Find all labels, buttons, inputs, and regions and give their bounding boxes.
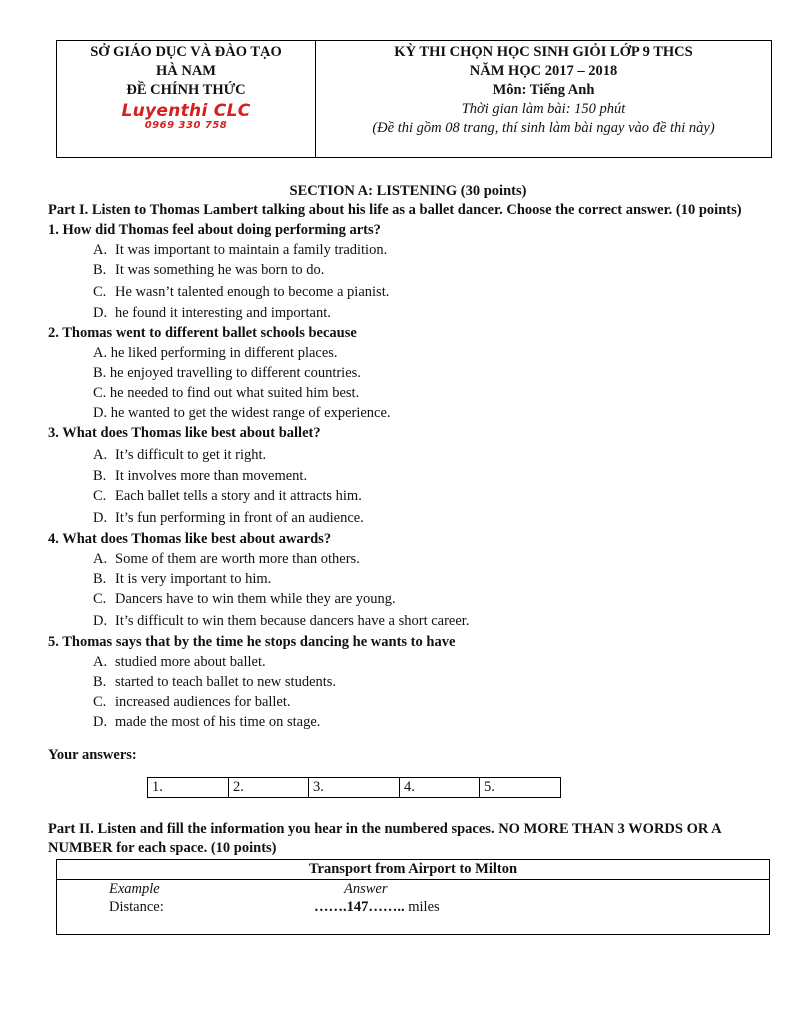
transport-table xyxy=(56,859,770,935)
option-2a: A. he liked performing in different places. xyxy=(93,345,338,361)
header-left-cell xyxy=(57,41,316,158)
exam-note: (Đề thi gồm 08 trang, thí sinh làm bài ngay vào đề thi này) xyxy=(372,120,715,136)
answer-label: Answer xyxy=(344,881,388,897)
subject: Môn: Tiếng Anh xyxy=(492,82,595,98)
option-5a: A. studied more about ballet. xyxy=(93,654,266,670)
option-4c: C. Dancers have to win them while they are young. xyxy=(93,591,396,607)
department-name: SỞ GIÁO DỤC VÀ ĐÀO TẠO xyxy=(90,44,282,60)
option-3b: B. It involves more than movement. xyxy=(93,468,308,484)
option-5d: D. made the most of his time on stage. xyxy=(93,714,321,730)
watermark-phone: 0969 330 758 xyxy=(144,120,228,131)
example-label: Example xyxy=(109,881,160,897)
option-3d: D. It’s fun performing in front of an audience. xyxy=(93,510,364,526)
school-year: NĂM HỌC 2017 – 2018 xyxy=(469,63,618,79)
option-2d: D. he wanted to get the widest range of experience. xyxy=(93,405,391,421)
watermark-logo: Luyenthi CLC xyxy=(121,101,251,121)
option-4b: B. It is very important to him. xyxy=(93,571,272,587)
your-answers-label: Your answers: xyxy=(48,747,137,763)
question-5: 5. Thomas says that by the time he stops dancing he wants to have xyxy=(48,634,456,650)
answer-cell-5[interactable]: 5. xyxy=(480,778,561,798)
distance-label: Distance: xyxy=(109,899,164,915)
option-3c: C. Each ballet tells a story and it attracts him. xyxy=(93,488,362,504)
exam-title: KỲ THI CHỌN HỌC SINH GIỎI LỚP 9 THCS xyxy=(394,44,693,60)
exam-header xyxy=(56,40,772,158)
time-allowed: Thời gian làm bài: 150 phút xyxy=(461,101,626,117)
option-1a: A. It was important to maintain a family tradition. xyxy=(93,242,388,258)
question-4: 4. What does Thomas like best about awards? xyxy=(48,531,332,547)
answer-cell-4[interactable]: 4. xyxy=(400,778,480,798)
option-1b: B. It was something he was born to do. xyxy=(93,262,325,278)
part1-instruction: Part I. Listen to Thomas Lambert talking about his life as a ballet dancer. Choose the correct answer. (10 points) xyxy=(48,202,742,218)
exam-content xyxy=(48,182,768,935)
option-5b: B. started to teach ballet to new students. xyxy=(93,674,337,690)
option-4d: D. It’s difficult to win them because dancers have a short career. xyxy=(93,613,470,629)
answer-cell-1[interactable]: 1. xyxy=(148,778,229,798)
transport-table-title: Transport from Airport to Milton xyxy=(57,860,770,880)
option-1d: D. he found it interesting and important. xyxy=(93,305,331,321)
option-2c: C. he needed to find out what suited him best. xyxy=(93,385,360,401)
transport-table-body xyxy=(57,880,770,935)
official-exam-label: ĐỀ CHÍNH THỨC xyxy=(126,82,246,98)
question-2: 2. Thomas went to different ballet schools because xyxy=(48,325,357,341)
question-1: 1. How did Thomas feel about doing performing arts? xyxy=(48,222,381,238)
answer-cell-3[interactable]: 3. xyxy=(309,778,400,798)
answer-grid xyxy=(147,777,561,798)
option-3a: A. It’s difficult to get it right. xyxy=(93,447,267,463)
option-2b: B. he enjoyed travelling to different countries. xyxy=(93,365,361,381)
distance-answer: …….147…….. miles xyxy=(314,899,440,915)
question-3: 3. What does Thomas like best about ballet? xyxy=(48,425,321,441)
option-1c: C. He wasn’t talented enough to become a pianist. xyxy=(93,284,390,300)
header-right-cell xyxy=(316,41,772,158)
part2-instruction: Part II. Listen and fill the information you hear in the numbered spaces. NO MORE THAN 3 WORDS OR A NUMBER for each space. (10 points) xyxy=(48,821,721,856)
option-5c: C. increased audiences for ballet. xyxy=(93,694,291,710)
answer-cell-2[interactable]: 2. xyxy=(229,778,309,798)
province-name: HÀ NAM xyxy=(155,63,216,79)
section-a-title: SECTION A: LISTENING (30 points) xyxy=(289,183,527,199)
option-4a: A. Some of them are worth more than others. xyxy=(93,551,360,567)
